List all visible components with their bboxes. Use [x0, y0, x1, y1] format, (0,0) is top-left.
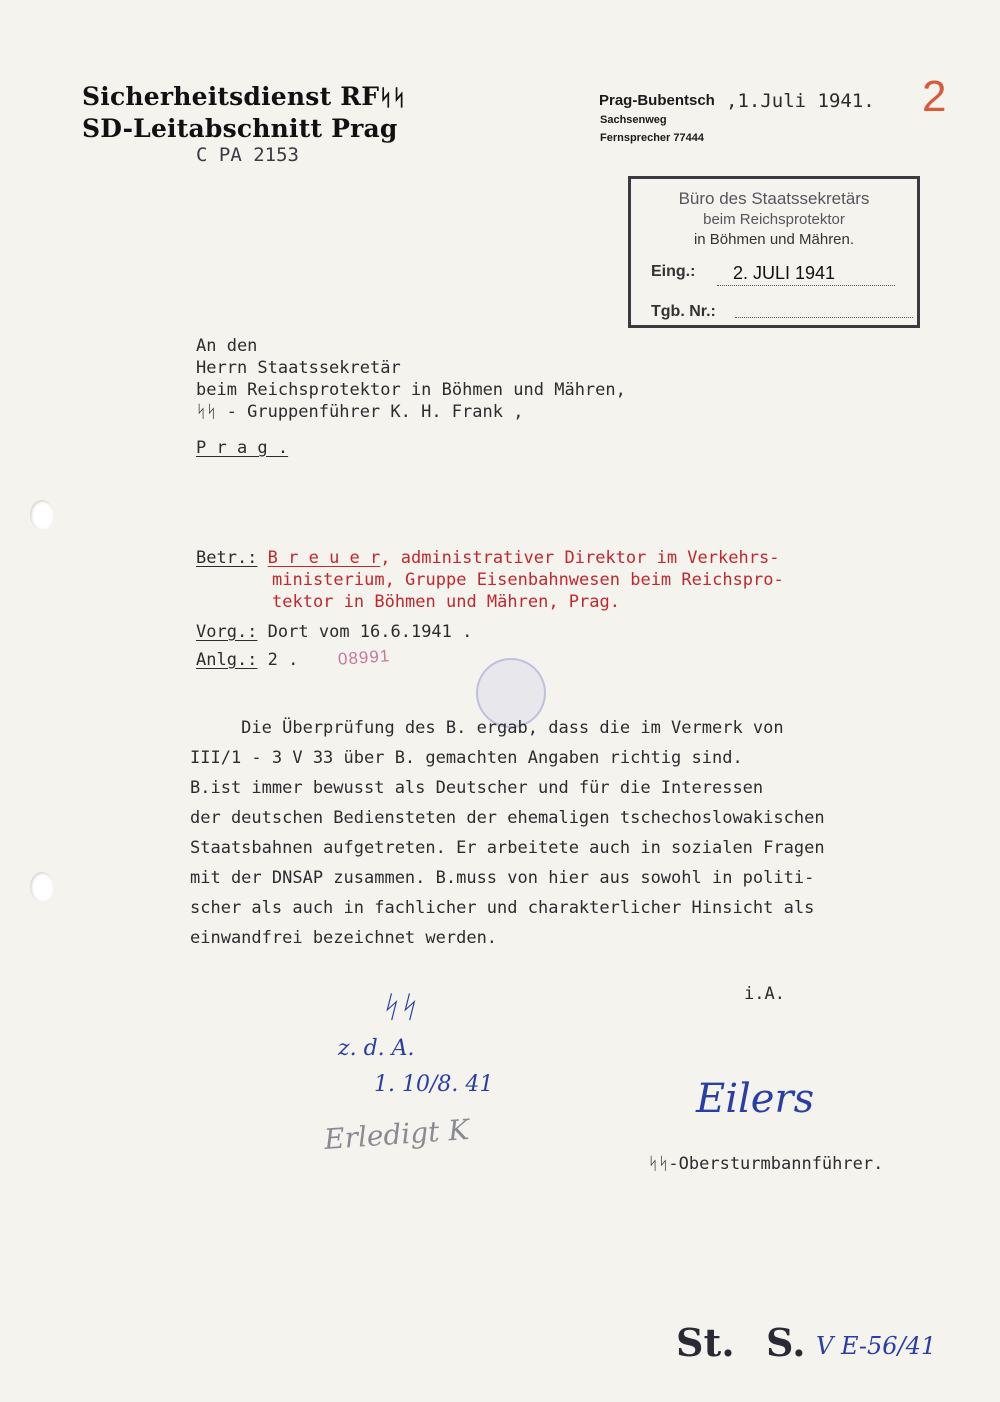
footer-number: V E-56/41 — [816, 1332, 937, 1360]
blue-zda: z. d. A. — [338, 1036, 415, 1061]
letter-date: ,1.Juli 1941. — [726, 90, 875, 112]
body-line: scher als auch in fachlicher und charakterlicher Hinsicht als — [190, 898, 815, 918]
address-line4 — [196, 402, 523, 422]
pencil-word: Erledigt — [323, 1115, 441, 1157]
i-a: i.A. — [744, 984, 785, 1004]
blue-date: 1. 10/8. 41 — [374, 1072, 494, 1097]
subject-line3: tektor in Böhmen und Mähren, Prag. — [272, 592, 620, 612]
punch-hole — [30, 500, 54, 530]
footer-s: S. — [766, 1320, 806, 1365]
signature: Eilers — [696, 1076, 815, 1122]
phone-number: Fernsprecher 77444 — [600, 132, 704, 144]
vorg-line — [196, 622, 472, 642]
ss-rune: ᛋᛋ — [648, 1154, 669, 1174]
stamp-line1: Büro des Staatssekretärs — [678, 189, 870, 208]
address-recipient: - Gruppenführer K. H. Frank , — [216, 402, 524, 422]
blue-initial: ᛋᛋ — [380, 990, 416, 1025]
vorg-label: Vorg.: — [196, 622, 258, 642]
footer-st: St. — [676, 1320, 735, 1365]
subject-line1 — [196, 548, 779, 568]
street-name: Sachsenweg — [600, 114, 667, 126]
body-line: einwandfrei bezeichnet werden. — [190, 928, 498, 948]
subject-name: B r e u e r — [267, 548, 381, 568]
stamp-line2: beim Reichsprotektor — [703, 211, 845, 228]
body-line: B.ist immer bewusst als Deutscher und für die Interessen — [190, 778, 764, 798]
stamp-eing-date: 2. JULI 1941 — [733, 263, 836, 283]
address-line1: An den — [196, 336, 258, 356]
subject-text: , administrativer Direktor im Verkehrs- — [380, 548, 780, 568]
betr-label: Betr.: — [196, 548, 258, 568]
place-name: Prag-Bubentsch — [599, 92, 715, 109]
address-city: P r a g . — [196, 438, 289, 458]
reference-number: C PA 2153 — [196, 144, 299, 166]
pencil-note — [323, 1113, 470, 1156]
stamp-eing-label: Eing.: — [651, 263, 696, 280]
body-line: Die Überprüfung des B. ergab, dass die im Vermerk von — [190, 718, 784, 738]
body-line: Staatsbahnen aufgetreten. Er arbeitete auch in sozialen Fragen — [190, 838, 825, 858]
letter-body — [190, 718, 825, 958]
address-line2: Herrn Staatssekretär — [196, 358, 401, 378]
rank-line — [648, 1154, 883, 1174]
letterhead-line1 — [82, 82, 406, 111]
pencil-initial: K — [447, 1112, 471, 1148]
letterhead-line2: SD-Leitabschnitt Prag — [82, 114, 398, 143]
address-line3: beim Reichsprotektor in Böhmen und Mähren, — [196, 380, 626, 400]
body-line: III/1 - 3 V 33 über B. gemachten Angaben richtig sind. — [190, 748, 743, 768]
ss-rune: ᛋᛋ — [379, 85, 406, 111]
punch-hole — [30, 872, 54, 902]
body-line: der deutschen Bediensteten der ehemaligen tschechoslowakischen — [190, 808, 825, 828]
letterhead-org: Sicherheitsdienst RF — [82, 82, 380, 111]
receipt-stamp — [628, 176, 920, 328]
anlg-value: 2 . — [267, 650, 299, 670]
ss-rune: ᛋᛋ — [196, 402, 217, 422]
stamp-dotted-line — [735, 317, 913, 318]
vorg-value: Dort vom 16.6.1941 . — [267, 622, 473, 642]
anlg-label: Anlg.: — [196, 650, 258, 670]
body-line: mit der DNSAP zusammen. B.muss von hier aus sowohl in politi- — [190, 868, 815, 888]
stamp-dotted-line — [717, 285, 895, 286]
stamp-line3: in Böhmen und Mähren. — [693, 231, 855, 248]
rank: -Obersturmbannführer. — [668, 1154, 884, 1174]
page-mark: 2 — [922, 72, 947, 121]
stamp-tgb-label: Tgb. Nr.: — [651, 303, 716, 320]
purple-number-stamp: 08991 — [337, 646, 391, 669]
subject-line2: ministerium, Gruppe Eisenbahnwesen beim Reichspro- — [272, 570, 784, 590]
anlg-line — [196, 650, 298, 670]
